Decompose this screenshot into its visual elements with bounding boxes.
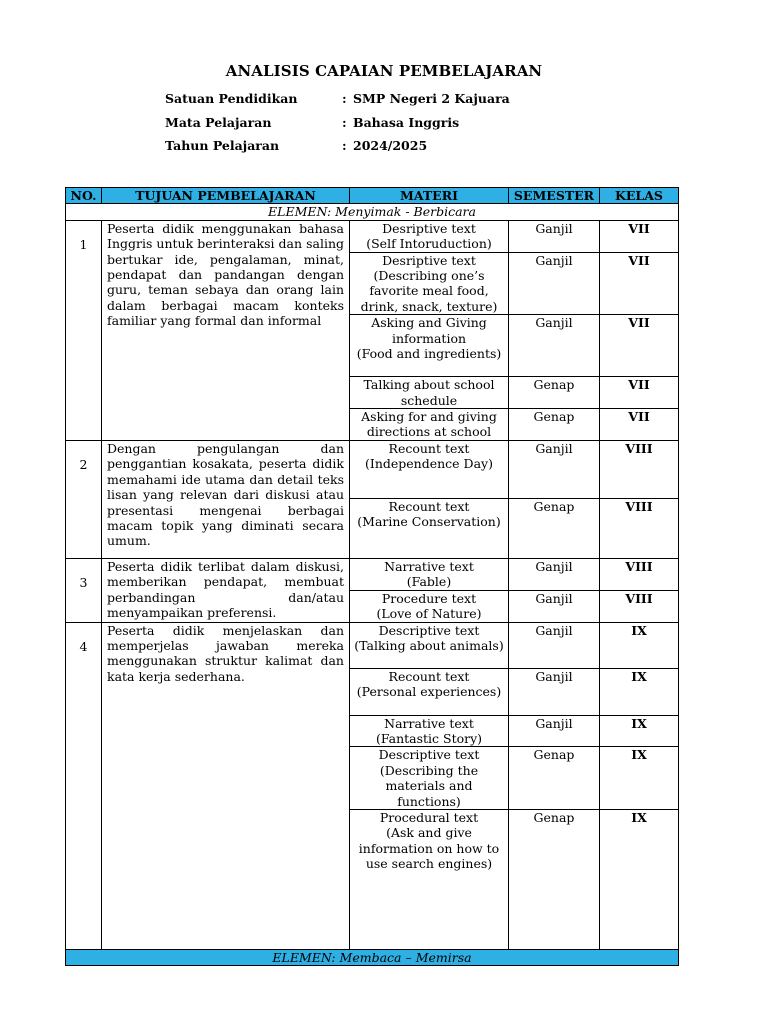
meta-label: Tahun Pelajaran [165, 138, 280, 153]
materi-cell [350, 590, 509, 622]
materi-cell [350, 252, 509, 315]
semester-cell: Genap [509, 498, 600, 558]
materi-cell [350, 747, 509, 810]
kelas-cell: IX [600, 809, 679, 949]
materi-cell [350, 715, 509, 747]
row-number: 3 [66, 558, 102, 622]
kelas-cell: VII [600, 377, 679, 409]
tujuan-cell: Peserta didik terlibat dalam diskusi, memberikan pendapat, membuat perbandingan dan/atau menyampaikan preferensi. [102, 558, 350, 622]
semester-cell: Ganjil [509, 622, 600, 668]
kelas-cell: IX [600, 715, 679, 747]
materi-cell [350, 498, 509, 558]
document-title: ANALISIS CAPAIAN PEMBELAJARAN [225, 62, 543, 80]
materi-line: (Love of Nature) [376, 606, 482, 622]
materi-cell [350, 809, 509, 949]
materi-line: (Independence Day) [365, 456, 493, 472]
materi-line: (Talking about animals) [354, 637, 504, 653]
materi-line: (Fantastic Story) [375, 730, 483, 746]
meta-value: Bahasa Inggris [353, 115, 460, 130]
materi-line: Recount text [388, 668, 470, 684]
semester-cell: Ganjil [509, 315, 600, 377]
kelas-cell: VIII [600, 498, 679, 558]
tujuan-cell: Peserta didik menggunakan bahasa Inggris untuk berinteraksi dan saling bertukar ide, pengalaman, minat, pendapat dan pandangan dengan guru, teman sebaya dan orang lain dalam berbagai macam konteks familiar yang formal dan informal [102, 220, 350, 440]
meta-value: SMP Negeri 2 Kajuara [353, 91, 510, 106]
materi-line: (Describing the materials and functions) [379, 762, 479, 809]
elemen-row [66, 204, 679, 220]
materi-line: (Ask and give information on how to use search engines) [358, 825, 500, 872]
semester-cell: Ganjil [509, 220, 600, 252]
materi-line: Procedural text [379, 809, 479, 825]
elemen-label: ELEMEN: Menyimak - Berbicara [66, 204, 679, 220]
materi-cell [350, 377, 509, 409]
materi-line: Desriptive text [382, 252, 476, 268]
materi-cell [350, 668, 509, 715]
table-row [66, 622, 679, 668]
row-number: 2 [66, 440, 102, 558]
materi-line: (Describing one’s favorite meal food, drink, snack, texture) [360, 268, 498, 314]
tujuan-cell: Dengan pengulangan dan penggantian kosakata, peserta didik memahami ide utama dan detail teks lisan yang relevan dari diskusi atau presentasi mengenai berbagai macam topik yang diminati secara umum. [102, 440, 350, 558]
materi-line: Procedure text [381, 590, 477, 606]
semester-cell: Genap [509, 377, 600, 409]
materi-line: Talking about school schedule [363, 377, 495, 408]
semester-cell: Ganjil [509, 558, 600, 590]
table-header-row [66, 188, 679, 204]
meta-value: 2024/2025 [353, 138, 428, 153]
materi-line: Recount text [388, 498, 470, 514]
meta-colon: : [342, 91, 347, 106]
table-body [66, 188, 679, 966]
materi-line: (Marine Conservation) [357, 514, 501, 530]
materi-line: (Fable) [406, 574, 452, 590]
semester-cell: Ganjil [509, 252, 600, 315]
meta-colon: : [342, 138, 347, 153]
row-number: 4 [66, 622, 102, 949]
header-no: NO. [66, 188, 102, 204]
semester-cell: Ganjil [509, 668, 600, 715]
semester-cell: Ganjil [509, 440, 600, 498]
materi-line: Descriptive text [378, 622, 480, 638]
elemen-row [66, 949, 679, 965]
header-kelas: KELAS [600, 188, 679, 204]
kelas-cell: VIII [600, 440, 679, 498]
row-number: 1 [66, 220, 102, 440]
table-row [66, 220, 679, 252]
table-row [66, 558, 679, 590]
semester-cell: Ganjil [509, 715, 600, 747]
materi-line: (Self Intoruduction) [366, 236, 492, 252]
materi-cell [350, 220, 509, 252]
materi-line: (Food and ingredients) [356, 346, 502, 362]
materi-line: Recount text [388, 440, 470, 456]
header-semester: SEMESTER [509, 188, 600, 204]
kelas-cell: VIII [600, 590, 679, 622]
materi-line: Desriptive text [382, 220, 476, 236]
semester-cell: Ganjil [509, 590, 600, 622]
kelas-cell: VII [600, 220, 679, 252]
semester-cell: Genap [509, 747, 600, 810]
header-materi: MATERI [350, 188, 509, 204]
materi-line: Asking for and giving directions at school [361, 409, 497, 440]
kelas-cell: VII [600, 409, 679, 441]
kelas-cell: VII [600, 252, 679, 315]
semester-cell: Genap [509, 409, 600, 441]
materi-cell [350, 440, 509, 498]
materi-line: Narrative text [384, 715, 474, 731]
kelas-cell: IX [600, 668, 679, 715]
meta-label: Satuan Pendidikan [165, 91, 298, 106]
materi-line: (Personal experiences) [356, 683, 502, 699]
materi-cell [350, 558, 509, 590]
kelas-cell: VIII [600, 558, 679, 590]
meta-label: Mata Pelajaran [165, 115, 272, 130]
kelas-cell: IX [600, 622, 679, 668]
kelas-cell: IX [600, 747, 679, 810]
table-row [66, 440, 679, 498]
materi-line: Descriptive text [378, 747, 480, 763]
tujuan-cell: Peserta didik menjelaskan dan memperjelas jawaban mereka menggunakan struktur kalimat dan kata kerja sederhana. [102, 622, 350, 949]
semester-cell: Genap [509, 809, 600, 949]
meta-colon: : [342, 115, 347, 130]
kelas-cell: VII [600, 315, 679, 377]
materi-line: Narrative text [384, 558, 474, 574]
materi-cell [350, 622, 509, 668]
elemen-label: ELEMEN: Membaca – Memirsa [66, 949, 679, 965]
header-tujuan: TUJUAN PEMBELAJARAN [102, 188, 350, 204]
materi-cell [350, 315, 509, 377]
materi-cell [350, 409, 509, 441]
materi-line: Asking and Giving information [371, 315, 487, 346]
capaian-table [65, 187, 679, 966]
